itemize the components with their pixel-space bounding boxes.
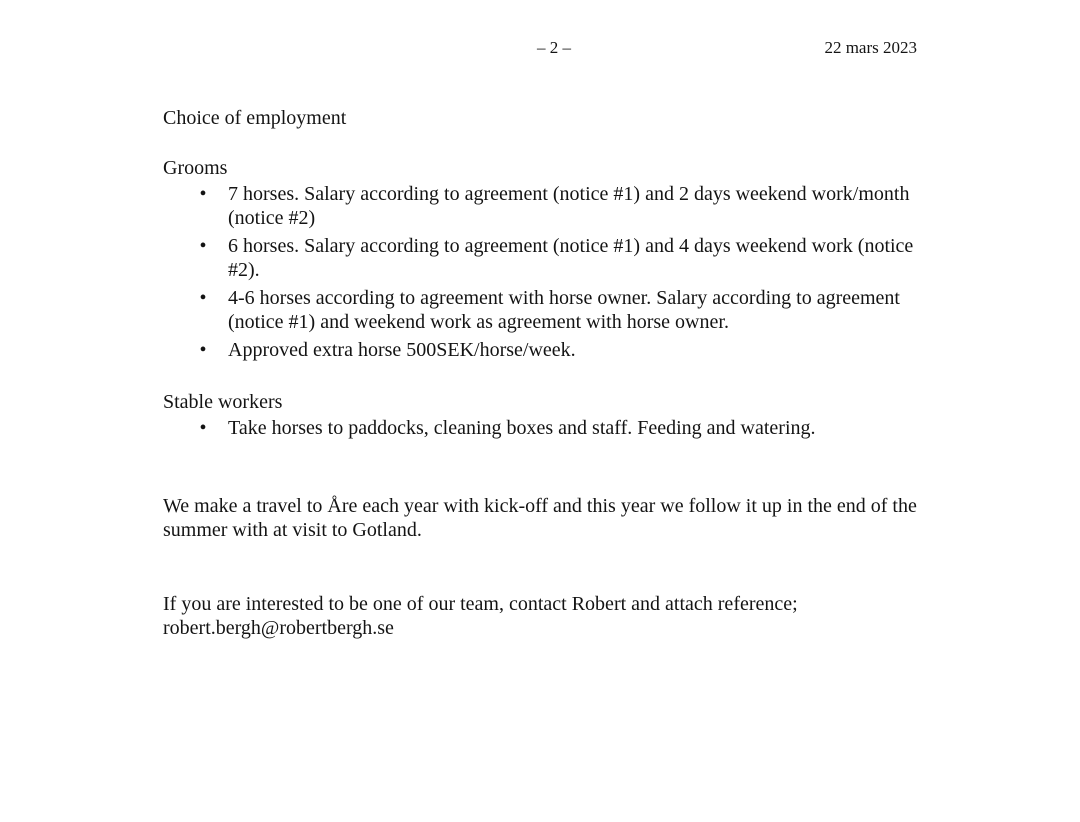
list-item-text: 4-6 horses according to agreement with horse owner. Salary according to agreement (notice #1) and weekend work as agreement with horse owner. [228, 287, 900, 333]
contact-paragraph [163, 592, 923, 640]
contact-email-link[interactable]: robert.bergh@robertbergh.se [163, 617, 394, 639]
page-date: 22 mars 2023 [824, 38, 917, 57]
list-item [163, 338, 923, 362]
stable-workers-heading: Stable workers [163, 391, 283, 413]
travel-paragraph: We make a travel to Åre each year with kick-off and this year we follow it up in the end of the summer with at visit to Gotland. [163, 495, 917, 541]
list-item-text: Approved extra horse 500SEK/horse/week. [228, 339, 576, 361]
stable-workers-list [163, 416, 923, 440]
list-item-text: Take horses to paddocks, cleaning boxes and staff. Feeding and watering. [228, 417, 816, 439]
grooms-list [163, 182, 923, 362]
bullet-icon: • [199, 183, 207, 205]
list-item [163, 182, 923, 230]
bullet-icon: • [199, 287, 207, 309]
bullet-icon: • [199, 339, 207, 361]
choice-of-employment-heading: Choice of employment [163, 107, 347, 129]
list-item-text: 6 horses. Salary according to agreement (notice #1) and 4 days weekend work (notice #2). [228, 235, 914, 281]
list-item [163, 286, 923, 334]
grooms-heading: Grooms [163, 157, 228, 179]
contact-text: If you are interested to be one of our team, contact Robert and attach reference; [163, 593, 798, 615]
list-item-text: 7 horses. Salary according to agreement (notice #1) and 2 days weekend work/month (notice #2) [228, 183, 910, 229]
list-item [163, 416, 923, 440]
bullet-icon: • [199, 235, 207, 257]
bullet-icon: • [199, 417, 207, 439]
list-item [163, 234, 923, 282]
page-number: – 2 – [537, 38, 571, 57]
document-body [163, 106, 923, 640]
